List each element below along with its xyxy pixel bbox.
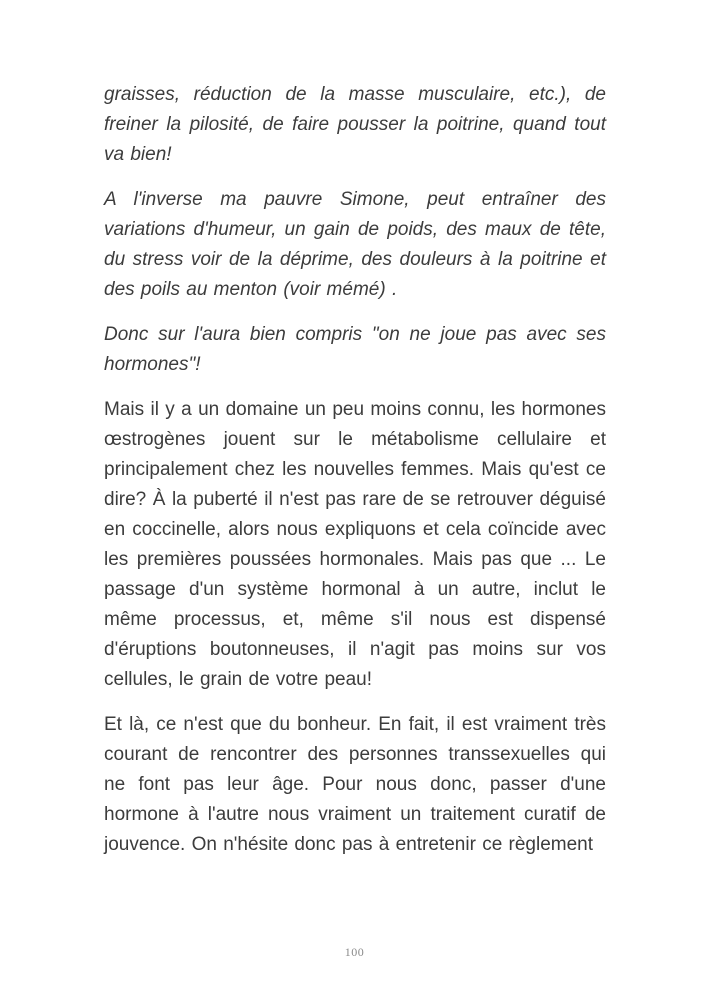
page-number: 100 [344, 945, 365, 959]
paragraph-1: graisses, réduction de la masse musculaire, etc.), de freiner la pilosité, de faire pousser la poitrine, quand tout va bien! [104, 84, 606, 165]
page-content [104, 80, 606, 875]
paragraph-2: A l'inverse ma pauvre Simone, peut entraîner des variations d'humeur, un gain de poids, des maux de tête, du stress voir de la déprime, des douleurs à la poitrine et des poils au menton (voir mémé) . [104, 189, 606, 300]
paragraph-4: Mais il y a un domaine un peu moins connu, les hormones œstrogènes jouent sur le métabolisme cellulaire et principalement chez les nouvelles femmes. Mais qu'est ce dire? À la puberté il n'est pas rare de se retrouver déguisé en coccinelle, alors nous expliquons et cela coïncide avec les premières poussées hormonales. Mais pas que ... Le passage d'un système hormonal à un autre, inclut le même processus, et, même s'il nous est dispensé d'éruptions boutonneuses, il n'agit pas moins sur vos cellules, le grain de votre peau! [104, 399, 606, 690]
paragraph-5: Et là, ce n'est que du bonheur. En fait, il est vraiment très courant de rencontrer des personnes transsexuelles qui ne font pas leur âge. Pour nous donc, passer d'une hormone à l'autre nous vraiment un traitement curatif de jouvence. On n'hésite donc pas à entretenir ce règlement [104, 714, 606, 855]
paragraph-3: Donc sur l'aura bien compris "on ne joue pas avec ses hormones"! [104, 324, 606, 375]
